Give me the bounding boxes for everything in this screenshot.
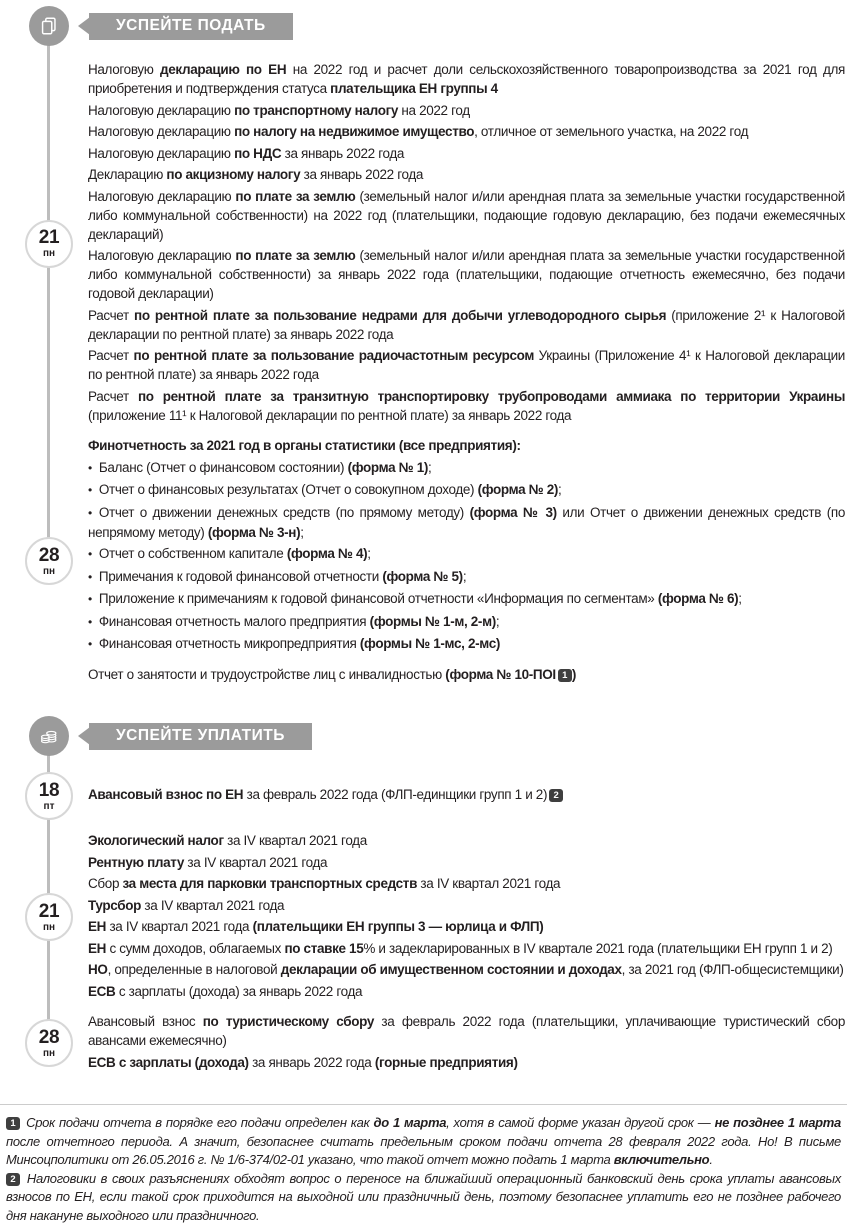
deadline-item: Авансовый взнос по туристическому сбору за февраль 2022 года (плательщики, уплачивающие туристический сбор авансами ежемесячно) (88, 1012, 845, 1050)
deadline-item: Налоговую декларацию по НДС за январь 2022 года (88, 144, 845, 163)
deadline-item: Авансовый взнос по ЕН за февраль 2022 года (ФЛП-единщики групп 1 и 2) 2 (88, 785, 845, 804)
deadline-item: ЕН за IV квартал 2021 года (плательщики ЕН группы 3 — юрлица и ФЛП) (88, 917, 845, 936)
deadline-item: ЕСВ с зарплаты (дохода) за январь 2022 года (горные предприятия) (88, 1053, 845, 1072)
section-header (0, 716, 847, 756)
bullet-dot: • (88, 637, 92, 651)
deadline-item: Финотчетность за 2021 год в органы статистики (все предприятия): (88, 436, 845, 455)
bullet-dot: • (88, 483, 92, 497)
timeline-rail (0, 770, 88, 822)
deadline-group (0, 831, 847, 1003)
footnote-number-badge: 1 (6, 1117, 20, 1130)
section-banner-label: УСПЕЙТЕ УПЛАТИТЬ (116, 727, 285, 745)
timeline-rail (0, 436, 88, 686)
bullet-dot: • (88, 461, 92, 475)
deadline-item: Налоговую декларацию по налогу на недвижимое имущество, отличное от земельного участка, на 2022 год (88, 122, 845, 141)
deadline-group (0, 436, 847, 686)
date-number: 21 (39, 228, 60, 247)
date-weekday: пн (43, 249, 55, 259)
deadline-item: Расчет по рентной плате за транзитную транспортировку трубопроводами аммиака по территории Украины (приложение 11¹ к Налоговой декларации по рентной плате) за январь 2022 года (88, 387, 845, 425)
footnote-ref-badge: 2 (549, 789, 563, 802)
deadline-item: • Баланс (Отчет о финансовом состоянии) (форма № 1); (88, 458, 845, 478)
deadline-item: Турсбор за IV квартал 2021 года (88, 896, 845, 915)
section-header (0, 6, 847, 46)
deadline-item: Налоговую декларацию по ЕН на 2022 год и расчет доли сельскохозяйственного товаропроизводства за 2021 год для приобретения и подтверждения статуса плательщика ЕН группы 4 (88, 60, 845, 98)
timeline-rail (0, 60, 88, 427)
deadline-item: Налоговую декларацию по транспортному налогу на 2022 год (88, 101, 845, 120)
date-number: 18 (39, 781, 60, 800)
date-number: 28 (39, 1028, 60, 1047)
deadline-item: НО, определенные в налоговой декларации об имущественном состоянии и доходах, за 2021 год (ФЛП-общесистемщики) (88, 960, 845, 979)
bullet-dot: • (88, 615, 92, 629)
bullet-dot: • (88, 570, 92, 584)
deadline-item: ЕСВ с зарплаты (дохода) за январь 2022 года (88, 982, 845, 1001)
bullet-dot: • (88, 506, 92, 520)
date-circle (25, 537, 73, 585)
deadline-items (88, 436, 847, 686)
deadline-item: • Приложение к примечаниям к годовой финансовой отчетности «Информация по сегментам» (форма № 6); (88, 589, 845, 609)
deadline-group (0, 1012, 847, 1074)
date-number: 28 (39, 546, 60, 565)
date-circle (25, 893, 73, 941)
deadline-items (88, 60, 847, 427)
deadline-item: Экологический налог за IV квартал 2021 года (88, 831, 845, 850)
deadline-item: • Отчет о движении денежных средств (по прямому методу) (форма № 3) или Отчет о движении денежных средств (по непрямому методу) (форма № 3-н); (88, 503, 845, 542)
date-weekday: пт (44, 802, 55, 812)
deadline-item: • Отчет о финансовых результатах (Отчет о совокупном доходе) (форма № 2); (88, 480, 845, 500)
deadline-item: Рентную плату за IV квартал 2021 года (88, 853, 845, 872)
deadline-item: • Примечания к годовой финансовой отчетности (форма № 5); (88, 567, 845, 587)
deadline-item: • Финансовая отчетность малого предприятия (формы № 1-м, 2-м); (88, 612, 845, 632)
date-weekday: пн (43, 567, 55, 577)
section-pay (0, 716, 847, 1074)
date-circle (25, 1019, 73, 1067)
deadline-item: Сбор за места для парковки транспортных средств за IV квартал 2021 года (88, 874, 845, 893)
deadline-item: Налоговую декларацию по плате за землю (земельный налог и/или арендная плата за земельные участки государственной либо коммунальной собственности) на 2022 год (плательщики, подающие годовую декларацию, без подачи ежемесячных деклараций) (88, 187, 845, 244)
deadline-items (88, 770, 847, 822)
deadline-item: • Отчет о собственном капитале (форма № 4); (88, 544, 845, 564)
deadline-group (0, 770, 847, 822)
coins-icon (29, 716, 69, 756)
bullet-dot: • (88, 592, 92, 606)
deadline-group (0, 60, 847, 427)
deadline-item: Отчет о занятости и трудоустройстве лиц с инвалидностью (форма № 10-ПОІ 1 ) (88, 665, 845, 684)
section-banner (89, 723, 312, 750)
section-banner-label: УСПЕЙТЕ ПОДАТЬ (116, 17, 266, 35)
timeline-rail (0, 831, 88, 1003)
deadline-items (88, 1012, 847, 1074)
deadline-item: Расчет по рентной плате за пользование радиочастотным ресурсом Украины (Приложение 4¹ к Налоговой декларации по рентной плате) за январь 2022 года (88, 346, 845, 384)
timeline-rail (0, 1012, 88, 1074)
document-icon (29, 6, 69, 46)
footnote-ref-badge: 1 (558, 669, 572, 682)
footnote: 2 Налоговики в своих разъяснениях обходят вопрос о переносе на ближайший операционный банковский день срока уплаты авансовых взносов по ЕН, если такой срок приходится на выходной или праздничный день, поэтому безопаснее уплатить его не позднее рабочего дня накануне выходного или праздничного. (6, 1170, 841, 1225)
date-circle (25, 772, 73, 820)
date-number: 21 (39, 902, 60, 921)
footnote: 1 Срок подачи отчета в порядке его подачи определен как до 1 марта, хотя в самой форме указан другой срок — не позднее 1 марта после отчетного периода. А значит, безопаснее считать предельным сроком подачи отчета 28 февраля 2022 года. Но! В письме Минсоцполитики от 26.05.2016 г. № 1/6-374/02-01 указано, что такой отчет можно подать 1 марта включительно. (6, 1114, 841, 1170)
footnotes-block (0, 1104, 847, 1225)
section-submit (0, 6, 847, 686)
bullet-dot: • (88, 547, 92, 561)
deadline-item: Расчет по рентной плате за пользование недрами для добычи углеводородного сырья (приложение 2¹ к Налоговой декларации по рентной плате) за январь 2022 года (88, 306, 845, 344)
deadline-items (88, 831, 847, 1003)
deadline-groups (0, 770, 847, 1074)
deadline-item: • Финансовая отчетность микропредприятия (формы № 1-мс, 2-мс) (88, 634, 845, 654)
deadline-item: Декларацию по акцизному налогу за январь 2022 года (88, 165, 845, 184)
section-banner (89, 13, 293, 40)
deadline-item: Налоговую декларацию по плате за землю (земельный налог и/или арендная плата за земельные участки государственной либо коммунальной собственности) за январь 2022 года (плательщики, подающие отчетность ежемесячно, без подачи годовой декларации) (88, 246, 845, 303)
deadline-groups (0, 60, 847, 686)
date-weekday: пн (43, 923, 55, 933)
footnote-number-badge: 2 (6, 1173, 20, 1186)
date-weekday: пн (43, 1049, 55, 1059)
deadline-item: ЕН с сумм доходов, облагаемых по ставке 15% и задекларированных в IV квартале 2021 года (плательщики ЕН групп 1 и 2) (88, 939, 845, 958)
date-circle (25, 220, 73, 268)
